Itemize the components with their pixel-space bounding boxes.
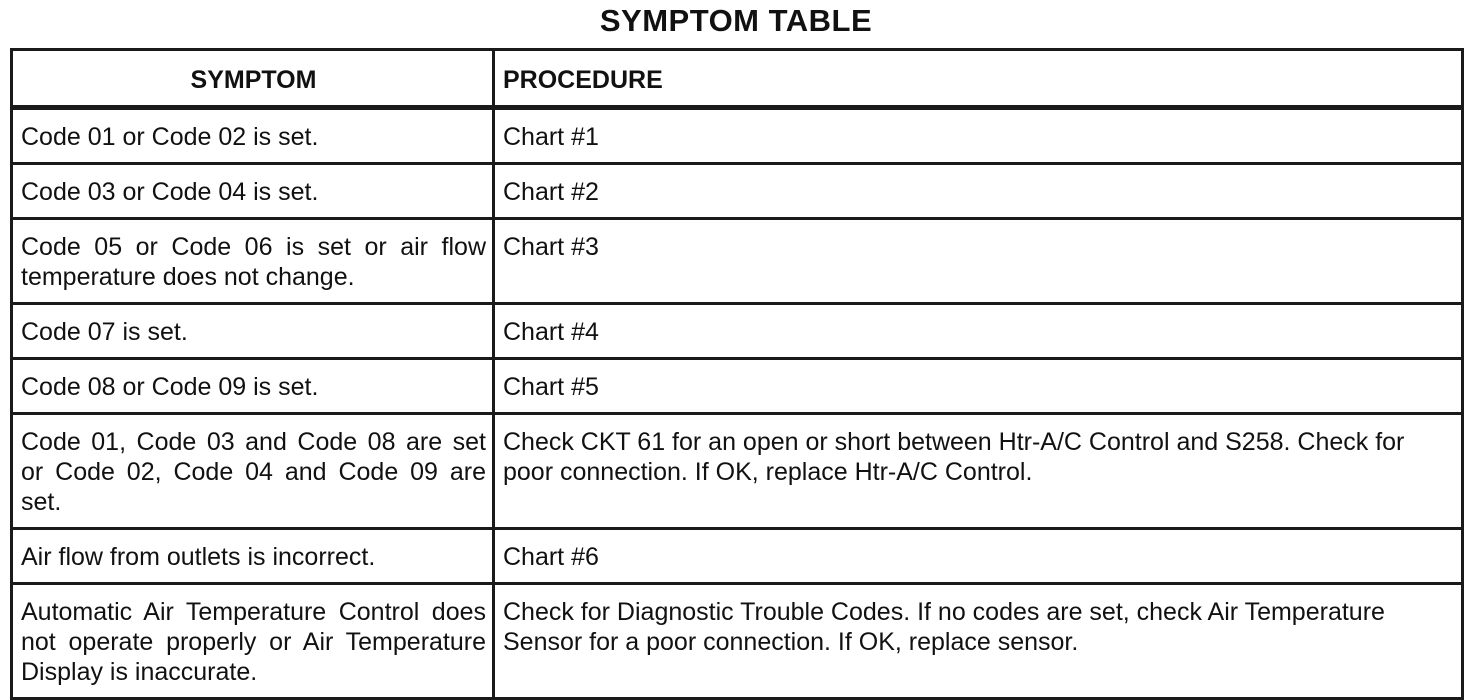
table-row [12, 108, 1463, 164]
table-row [12, 219, 1463, 304]
procedure-cell: Chart #1 [494, 108, 1463, 164]
table-row [12, 529, 1463, 584]
symptom-column-header: SYMPTOM [12, 50, 494, 108]
procedure-column-header: PROCEDURE [494, 50, 1463, 108]
symptom-cell: Automatic Air Temperature Control does not operate properly or Air Temperature Display is inaccurate. [12, 584, 494, 699]
procedure-cell: Chart #3 [494, 219, 1463, 304]
symptom-cell: Code 01 or Code 02 is set. [12, 108, 494, 164]
procedure-cell: Check for Diagnostic Trouble Codes. If no codes are set, check Air Temperature Sensor for a poor connection. If OK, replace sensor. [494, 584, 1463, 699]
symptom-cell: Code 01, Code 03 and Code 08 are set or Code 02, Code 04 and Code 09 are set. [12, 414, 494, 529]
table-title: SYMPTOM TABLE [599, 3, 873, 38]
symptom-cell: Code 08 or Code 09 is set. [12, 359, 494, 414]
procedure-cell: Chart #2 [494, 164, 1463, 219]
table-row [12, 584, 1463, 699]
symptom-table [10, 48, 1464, 700]
procedure-cell: Check CKT 61 for an open or short between Htr-A/C Control and S258. Check for poor connection. If OK, replace Htr-A/C Control. [494, 414, 1463, 529]
symptom-cell: Code 05 or Code 06 is set or air flow temperature does not change. [12, 219, 494, 304]
procedure-cell: Chart #4 [494, 304, 1463, 359]
symptom-cell: Code 03 or Code 04 is set. [12, 164, 494, 219]
procedure-cell: Chart #6 [494, 529, 1463, 584]
table-row [12, 304, 1463, 359]
symptom-cell: Code 07 is set. [12, 304, 494, 359]
table-row [12, 414, 1463, 529]
table-row [12, 359, 1463, 414]
procedure-cell: Chart #5 [494, 359, 1463, 414]
symptom-cell: Air flow from outlets is incorrect. [12, 529, 494, 584]
header-row [12, 50, 1463, 108]
table-row [12, 164, 1463, 219]
